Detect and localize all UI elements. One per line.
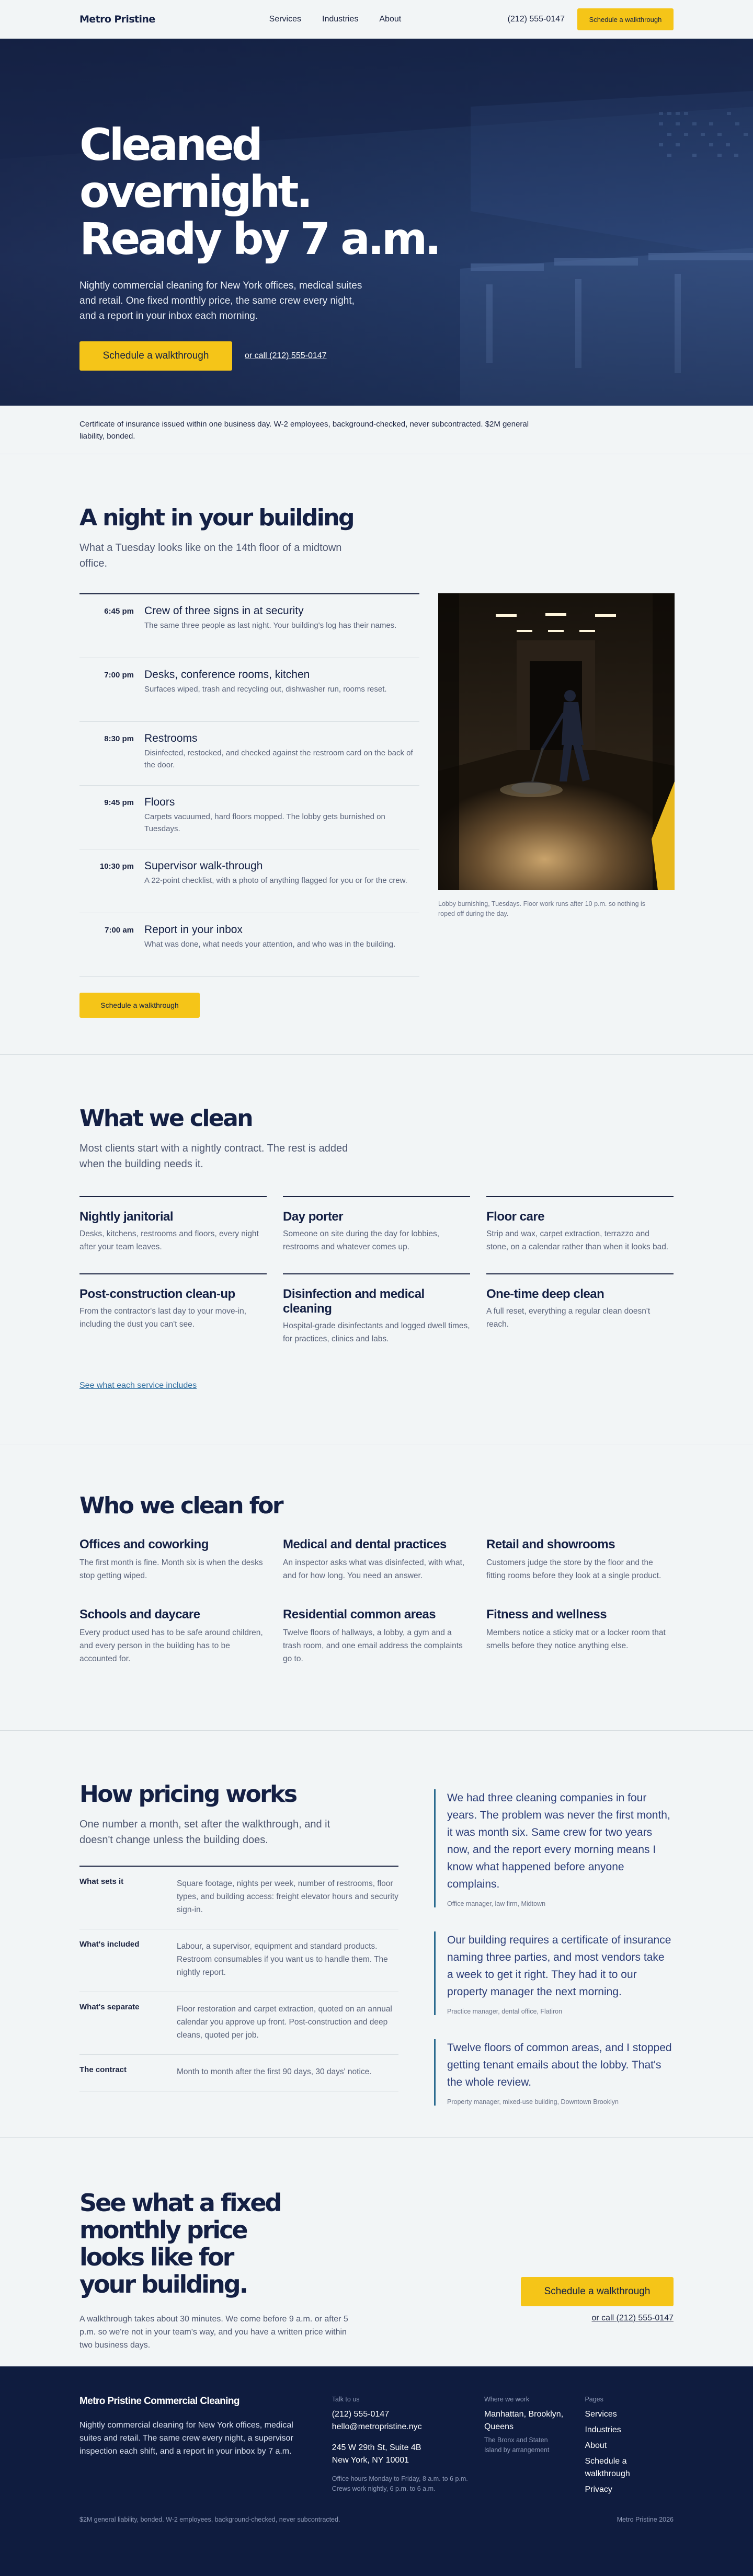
- footer-link-about[interactable]: About: [585, 2441, 607, 2450]
- pricing-row: [79, 2055, 398, 2091]
- lobby-photo-figure: [438, 593, 675, 1018]
- industry-title: Fitness and wellness: [486, 1607, 607, 1622]
- footer-description: Nightly commercial cleaning for New York offices, medical suites and retail. The same crew every night, a supervisor inspection each shift, and a report in your inbox by 7 a.m.: [79, 2421, 293, 2456]
- industry-item: [486, 1537, 674, 1582]
- service-card: [486, 1273, 674, 1346]
- timeline-title: Supervisor walk-through: [144, 860, 263, 872]
- pricing-label: The contract: [79, 2065, 127, 2074]
- timeline-title: Floors: [144, 796, 175, 808]
- testimonial-author: Practice manager, dental office, Flatiron: [447, 2008, 563, 2015]
- footer-area-heading: Where we work: [484, 2396, 530, 2403]
- service-desc: Strip and wax, carpet extraction, terrazzo and stone, on a calendar rather than when it looks bad.: [486, 1229, 669, 1251]
- footer-area-list: Manhattan, Brooklyn, Queens: [484, 2410, 564, 2431]
- industry-desc: Twelve floors of hallways, a lobby, a gym and a trash room, and one email address the complaints go to.: [283, 1628, 463, 1663]
- footer-link-walkthrough[interactable]: Schedule a walkthrough: [585, 2457, 630, 2478]
- timeline-time: 9:45 pm: [104, 798, 134, 807]
- hero-title-line-1: Cleaned overnight.: [79, 119, 311, 217]
- testimonials: [434, 1781, 674, 2130]
- pricing-row: [79, 1992, 398, 2055]
- footer-link-services[interactable]: Services: [585, 2410, 617, 2419]
- industry-item: [79, 1537, 267, 1582]
- service-card: [79, 1196, 267, 1254]
- footer-link-privacy[interactable]: Privacy: [585, 2485, 612, 2494]
- footer-link-industries[interactable]: Industries: [585, 2425, 621, 2434]
- cta-title: See what a fixed monthly price looks like for your building.: [79, 2189, 281, 2298]
- night-timeline: [79, 593, 419, 977]
- hero-walkthrough-button[interactable]: Schedule a walkthrough: [79, 341, 232, 371]
- cta-call-link[interactable]: or call (212) 555-0147: [591, 2314, 674, 2322]
- industry-desc: Members notice a sticky mat or a locker room that smells before they notice anything else.: [486, 1628, 666, 1650]
- cta-section: [0, 2138, 753, 2366]
- footer-crew-hours: Crews work nightly, 6 p.m. to 6 a.m.: [332, 2485, 436, 2492]
- timeline-item: [79, 849, 419, 913]
- timeline-title: Report in your inbox: [144, 924, 243, 936]
- industry-title: Schools and daycare: [79, 1607, 200, 1622]
- services-lead: Most clients start with a nightly contract. The rest is added when the building needs it.: [79, 1143, 348, 1170]
- pricing-section: [0, 1731, 753, 2138]
- footer-service-area: [484, 2396, 585, 2496]
- pricing-label: What's separate: [79, 2003, 140, 2011]
- services-title: What we clean: [79, 1105, 252, 1132]
- timeline-item: [79, 786, 419, 849]
- footer-office-hours: Office hours Monday to Friday, 8 a.m. to 6 p.m.: [332, 2475, 468, 2482]
- footer-brand: Metro Pristine Commercial Cleaning: [79, 2396, 239, 2407]
- timeline-time: 8:30 pm: [104, 734, 134, 743]
- service-desc: Desks, kitchens, restrooms and floors, every night after your team leaves.: [79, 1229, 259, 1251]
- timeline-time: 10:30 pm: [99, 862, 134, 871]
- timeline-time: 7:00 pm: [104, 671, 134, 680]
- testimonial-author: Property manager, mixed-use building, Downtown Brooklyn: [447, 2098, 619, 2106]
- footer-email-link[interactable]: hello@metropristine.nyc: [332, 2422, 422, 2431]
- service-title: Floor care: [486, 1210, 545, 1224]
- service-title: Day porter: [283, 1210, 344, 1224]
- service-card: [283, 1273, 470, 1346]
- services-grid: [79, 1196, 674, 1346]
- top-nav: [0, 0, 753, 39]
- timeline-item: [79, 594, 419, 658]
- service-desc: Someone on site during the day for lobbies, restrooms and whatever comes up.: [283, 1229, 439, 1251]
- footer-pages-heading: Pages: [585, 2396, 603, 2403]
- testimonial-text: Our building requires a certificate of insurance naming three parties, and most vendors take a week to get it right. They had it to our property manager the next morning.: [447, 1934, 671, 1998]
- service-card: [79, 1273, 267, 1346]
- industry-desc: The first month is fine. Month six is when the desks stop getting wiped.: [79, 1558, 263, 1580]
- pricing-label: What's included: [79, 1940, 140, 1949]
- hero-call-link[interactable]: or call (212) 555-0147: [245, 351, 327, 360]
- industry-title: Residential common areas: [283, 1607, 436, 1622]
- industry-title: Retail and showrooms: [486, 1537, 615, 1551]
- service-desc: Hospital-grade disinfectants and logged dwell times, for practices, clinics and labs.: [283, 1321, 470, 1343]
- timeline-time: 6:45 pm: [104, 607, 134, 616]
- services-section: [0, 1055, 753, 1444]
- hero-description: Nightly commercial cleaning for New York offices, medical suites and retail. One fixed monthly price, the same crew every night, and a report in your inbox each morning.: [79, 280, 362, 321]
- timeline-time: 7:00 am: [105, 926, 134, 935]
- industry-desc: Customers judge the store by the floor and the fitting rooms before they look at a single product.: [486, 1558, 661, 1580]
- night-title: A night in your building: [79, 504, 353, 531]
- timeline-title: Desks, conference rooms, kitchen: [144, 669, 310, 681]
- timeline-item: [79, 722, 419, 786]
- cta-walkthrough-button[interactable]: Schedule a walkthrough: [521, 2277, 674, 2306]
- testimonial-author: Office manager, law firm, Midtown: [447, 1900, 546, 1907]
- timeline-title: Crew of three signs in at security: [144, 605, 304, 617]
- timeline-desc: What was done, what needs your attention, and who was in the building.: [144, 940, 396, 949]
- footer: [0, 2366, 753, 2576]
- hero-title: [79, 121, 446, 262]
- industries-title: Who we clean for: [79, 1492, 283, 1519]
- industries-section: [0, 1444, 753, 1731]
- industry-title: Medical and dental practices: [283, 1537, 447, 1551]
- night-timeline-column: [79, 593, 419, 1018]
- pricing-value: Floor restoration and carpet extraction, quoted on an annual calendar you approve up front. Post-construction and deep cleans, quoted per job.: [177, 2005, 392, 2040]
- pricing-title: How pricing works: [79, 1781, 296, 1808]
- footer-address-line: 245 W 29th St, Suite 4B: [332, 2443, 421, 2452]
- pricing-table: [79, 1866, 398, 2091]
- night-lead: What a Tuesday looks like on the 14th floor of a midtown office.: [79, 542, 342, 569]
- footer-bottom-bar: [79, 2516, 674, 2523]
- pricing-row: [79, 1929, 398, 1992]
- timeline-desc: Carpets vacuumed, hard floors mopped. The lobby gets burnished on Tuesdays.: [144, 812, 385, 833]
- insurance-text: Certificate of insurance issued within one business day. W-2 employees, background-checked, never subcontracted. $2M general liability, bonded.: [79, 420, 529, 441]
- testimonial-text: We had three cleaning companies in four years. The problem was never the first month, it was month six. Same crew for two years now, and the report every morning means I know what happened before anyone complains.: [447, 1792, 670, 1890]
- hero-actions: [79, 341, 674, 371]
- industry-item: [486, 1607, 674, 1665]
- pricing-value: Labour, a supervisor, equipment and standard products. Restroom consumables if you want us to handle them. The nightly report.: [177, 1942, 388, 1977]
- nav-link-about[interactable]: About: [379, 15, 402, 24]
- footer-contact-heading: Talk to us: [332, 2396, 360, 2403]
- service-title: Nightly janitorial: [79, 1210, 174, 1224]
- service-card: [486, 1196, 674, 1254]
- night-section: [0, 454, 753, 1055]
- pricing-value: Square footage, nights per week, number of restrooms, floor types, and building access: freight elevator hours and security sign-in.: [177, 1879, 398, 1914]
- service-desc: A full reset, everything a regular clean doesn't reach.: [486, 1307, 651, 1329]
- timeline-desc: Disinfected, restocked, and checked against the restroom card on the back of the door.: [144, 749, 413, 769]
- nav-link-services[interactable]: Services: [269, 15, 301, 24]
- cta-text: A walkthrough takes about 30 minutes. We come before 9 a.m. or after 5 p.m. so we're not in your team's way, and you have a written price within two business days.: [79, 2315, 348, 2350]
- industries-grid: [79, 1537, 674, 1665]
- industry-item: [283, 1537, 470, 1582]
- footer-copyright: Metro Pristine 2026: [617, 2516, 674, 2523]
- nav-phone-link[interactable]: (212) 555-0147: [507, 15, 565, 24]
- brand-logo[interactable]: Metro Pristine: [79, 14, 155, 25]
- testimonial-text: Twelve floors of common areas, and I stopped getting tenant emails about the lobby. That's the whole review.: [447, 2042, 672, 2088]
- footer-area-note: The Bronx and Staten Island by arrangement: [484, 2436, 550, 2454]
- timeline-item: [79, 913, 419, 977]
- testimonial: [434, 1789, 674, 1907]
- footer-pages: [585, 2396, 674, 2496]
- industry-desc: Every product used has to be safe around children, and every person in the building has to be accounted for.: [79, 1628, 263, 1663]
- timeline-item: [79, 658, 419, 722]
- service-title: Disinfection and medical cleaning: [283, 1287, 425, 1316]
- lobby-burnishing-photo: [438, 593, 675, 890]
- testimonial: [434, 1931, 674, 2015]
- pricing-label: What sets it: [79, 1877, 124, 1886]
- nav-walkthrough-button[interactable]: Schedule a walkthrough: [577, 8, 674, 30]
- pricing-row: [79, 1867, 398, 1929]
- timeline-desc: A 22-point checklist, with a photo of anything flagged for you or for the crew.: [144, 876, 407, 885]
- timeline-desc: The same three people as last night. Your building's log has their names.: [144, 621, 397, 630]
- service-desc: From the contractor's last day to your move-in, including the dust you can't see.: [79, 1307, 247, 1329]
- service-title: Post-construction clean-up: [79, 1287, 235, 1301]
- footer-legal: $2M general liability, bonded. W-2 employees, background-checked, never subcontracted.: [79, 2516, 340, 2523]
- footer-contact: [332, 2396, 484, 2496]
- nav-links: [269, 15, 402, 24]
- pricing-lead: One number a month, set after the walkthrough, and it doesn't change unless the building does.: [79, 1819, 330, 1846]
- timeline-title: Restrooms: [144, 732, 198, 744]
- hero: [0, 39, 753, 406]
- hero-title-line-2: Ready by 7 a.m.: [79, 213, 439, 264]
- industry-item: [283, 1607, 470, 1665]
- industry-title: Offices and coworking: [79, 1537, 209, 1551]
- timeline-desc: Surfaces wiped, trash and recycling out, dishwasher run, rooms reset.: [144, 685, 387, 694]
- footer-phone-link[interactable]: (212) 555-0147: [332, 2410, 390, 2419]
- service-title: One-time deep clean: [486, 1287, 604, 1301]
- pricing-value: Month to month after the first 90 days, 30 days' notice.: [177, 2067, 372, 2076]
- footer-address-line: New York, NY 10001: [332, 2456, 409, 2465]
- testimonial: [434, 2039, 674, 2106]
- night-walkthrough-button[interactable]: Schedule a walkthrough: [79, 993, 200, 1018]
- services-details-link[interactable]: See what each service includes: [79, 1381, 197, 1390]
- industry-desc: An inspector asks what was disinfected, with what, and for how long. You need an answer.: [283, 1558, 465, 1580]
- nav-link-industries[interactable]: Industries: [322, 15, 359, 24]
- service-card: [283, 1196, 470, 1254]
- insurance-strip: [0, 406, 753, 454]
- photo-caption: Lobby burnishing, Tuesdays. Floor work runs after 10 p.m. so nothing is roped off during the day.: [438, 900, 646, 917]
- industry-item: [79, 1607, 267, 1665]
